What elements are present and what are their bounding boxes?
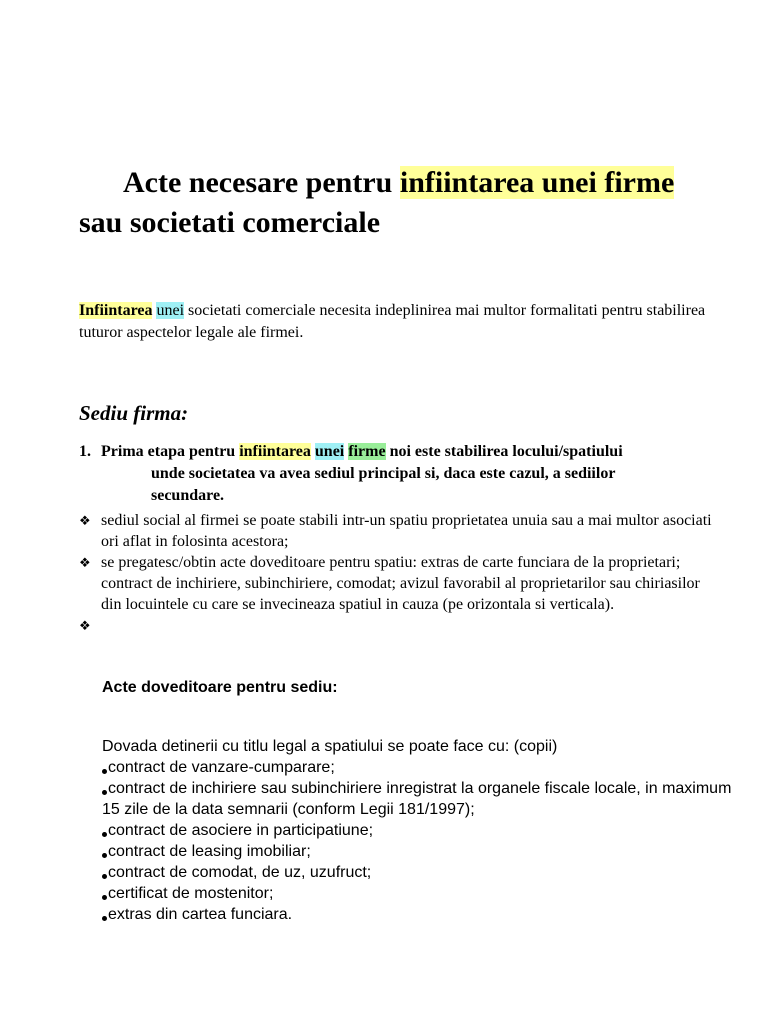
step-text [101, 441, 719, 507]
intro-text: societati comerciale necesita indeplinirea mai multor formalitati pentru stabilirea tuturor aspectelor legale ale firmei. [79, 302, 706, 341]
bullet-dot-icon [102, 832, 107, 837]
proof-lead: Dovada detinerii cu titlu legal a spatiului se poate face cu: (copii) [102, 738, 558, 755]
intro-highlight-word-2: unei [156, 302, 185, 319]
step-line-1 [101, 443, 623, 460]
list-item-text: contract de inchiriere sau subinchiriere inregistrat la organele fiscale locale, in maximum 15 zile de la data semnarii (conform Legii 181/1997); [102, 780, 732, 818]
list-item [102, 778, 732, 820]
step-text-start: Prima etapa pentru [101, 443, 240, 460]
intro-paragraph [79, 300, 719, 344]
step-highlight-2: unei [314, 443, 345, 460]
list-item-text: contract de comodat, de uz, uzufruct; [108, 864, 372, 881]
bullet-dot-icon [102, 874, 107, 879]
list-item [102, 883, 732, 904]
title-highlight-1: infiintarea unei [399, 166, 605, 199]
diamond-dots-icon: ❖ [79, 513, 91, 528]
title-highlight-2: firme [604, 166, 675, 199]
list-item-text: contract de leasing imobiliar; [108, 843, 311, 860]
step-line-3: secundare. [151, 487, 225, 504]
list-item-text: certificat de mostenitor; [108, 885, 274, 902]
bullet-dot-icon [102, 895, 107, 900]
bullet-dot-icon [102, 916, 107, 921]
bullet-list [79, 510, 719, 636]
step-text-end: noi este stabilirea locului/spatiului [385, 443, 623, 460]
step-highlight-1: infiintarea [239, 443, 311, 460]
step-line-2: unde societatea va avea sediul principal si, daca este cazul, a sediilor [151, 465, 616, 482]
list-item-text: contract de vanzare-cumparare; [108, 759, 335, 776]
document-title [79, 163, 719, 243]
step-number: 1. [79, 443, 91, 460]
bullet-dot-icon [102, 790, 107, 795]
diamond-dots-icon: ❖ [79, 618, 91, 633]
list-item [102, 862, 732, 883]
list-item [79, 510, 719, 552]
list-item [79, 615, 719, 636]
list-item [102, 820, 732, 841]
bullet-dot-icon [102, 853, 107, 858]
bullet-text: sediul social al firmei se poate stabili intr-un spatiu proprietatea unuia sau a mai multor asociati ori aflat in folosinta acestora; [101, 512, 712, 550]
title-part-4: sau societati comerciale [79, 206, 381, 239]
bullet-text: se pregatesc/obtin acte doveditoare pentru spatiu: extras de carte funciara de la proprietari; contract de inchiriere, subinchiriere, comodat; avizul favorabil al proprietarilor sau chiriasilor din locuintele cu care se invecineaza spatiul in cauza (pe orizontala si verticala). [101, 554, 700, 613]
list-item [102, 757, 732, 778]
intro-highlight-word-1: Infiintarea [79, 302, 153, 319]
list-item [79, 552, 719, 615]
step-highlight-3: firme [348, 443, 386, 460]
diamond-dots-icon: ❖ [79, 555, 91, 570]
step-1 [79, 441, 719, 507]
list-item [102, 841, 732, 862]
list-item-text: extras din cartea funciara. [108, 906, 293, 923]
section-title: Sediu firma: [79, 401, 189, 425]
title-part-1: Acte necesare pentru [123, 166, 400, 199]
proof-heading: Acte doveditoare pentru sediu: [102, 679, 338, 696]
list-item [102, 904, 732, 925]
proof-list [102, 736, 732, 925]
bullet-dot-icon [102, 769, 107, 774]
list-item-text: contract de asociere in participatiune; [108, 822, 374, 839]
